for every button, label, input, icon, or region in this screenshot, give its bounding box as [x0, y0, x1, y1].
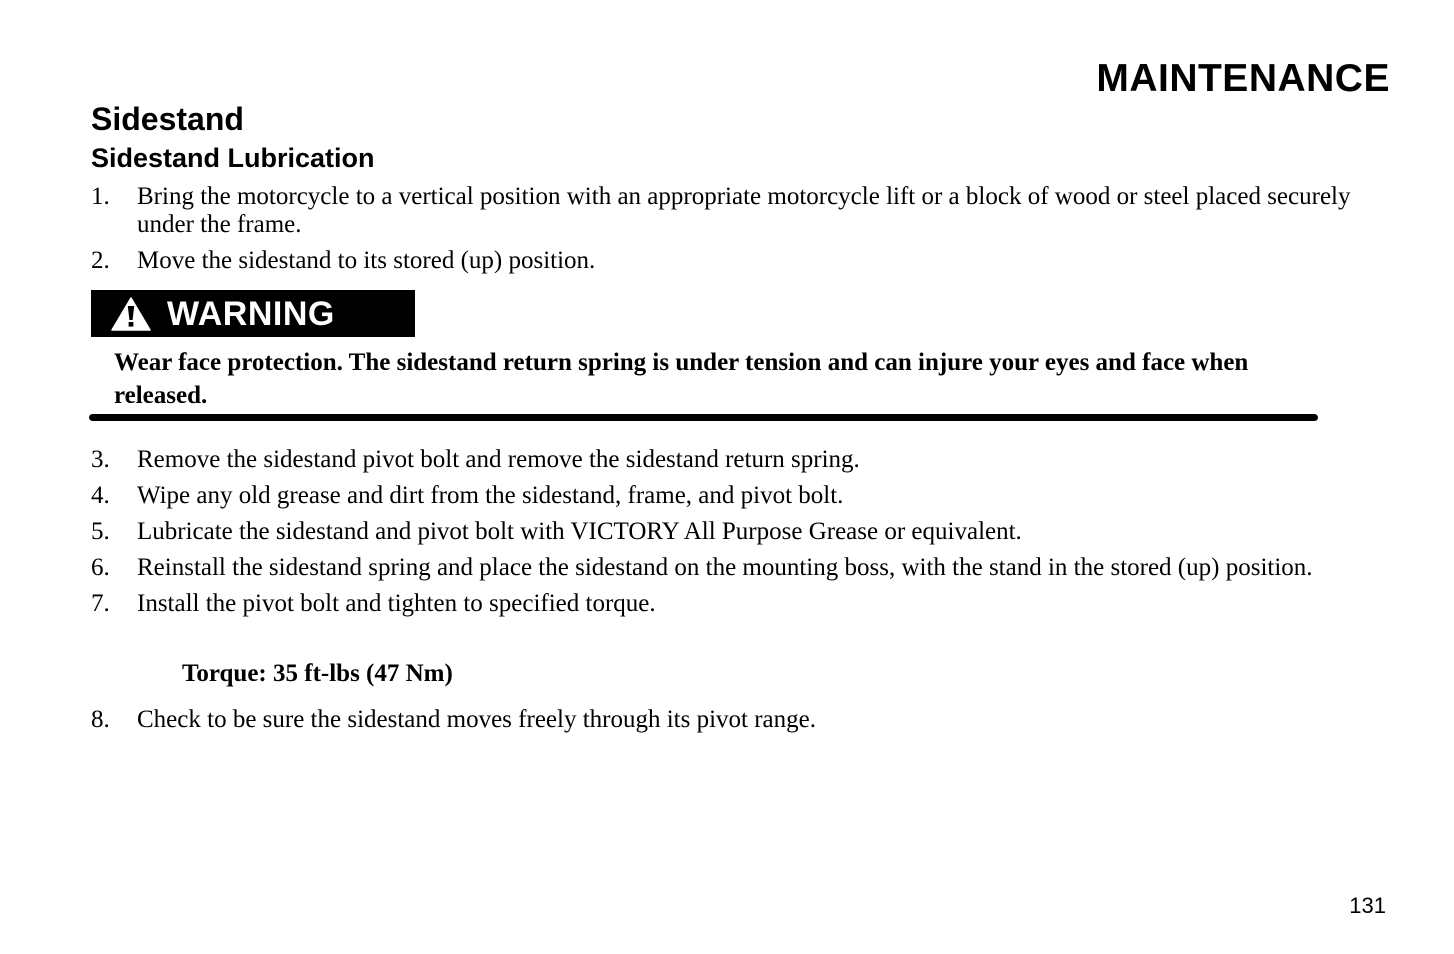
step-item — [91, 590, 1381, 618]
step-item — [91, 482, 1381, 510]
step-text: Bring the motorcycle to a vertical position with an appropriate motorcycle lift or a block of wood or steel placed securely under the frame. — [137, 183, 1351, 238]
subsection-title: Sidestand Lubrication — [91, 143, 375, 173]
section-title: Sidestand — [91, 101, 244, 137]
step-item — [91, 446, 1381, 474]
warning-triangle-icon — [111, 297, 151, 331]
step-item — [91, 247, 1381, 275]
step-item — [91, 518, 1381, 546]
step-text: Install the pivot bolt and tighten to specified torque. — [137, 590, 656, 617]
warning-header — [91, 290, 415, 337]
step-item — [91, 554, 1381, 582]
step-text: Lubricate the sidestand and pivot bolt with VICTORY All Purpose Grease or equivalent. — [137, 518, 1022, 545]
steps-list-after-warning — [91, 446, 1381, 626]
step-item — [91, 183, 1381, 239]
step-number: 6. — [91, 554, 110, 581]
torque-spec: Torque: 35 ft-lbs (47 Nm) — [182, 660, 453, 687]
step-text: Reinstall the sidestand spring and place the sidestand on the mounting boss, with the stand in the stored (up) position. — [137, 554, 1313, 581]
steps-list-before-warning — [91, 183, 1381, 283]
steps-list-final — [91, 706, 1381, 742]
step-number: 2. — [91, 247, 110, 274]
step-text: Remove the sidestand pivot bolt and remove the sidestand return spring. — [137, 446, 860, 473]
step-number: 4. — [91, 482, 110, 509]
step-number: 5. — [91, 518, 110, 545]
warning-label: WARNING — [167, 294, 335, 333]
step-text: Wipe any old grease and dirt from the sidestand, frame, and pivot bolt. — [137, 482, 844, 509]
chapter-title: MAINTENANCE — [1096, 57, 1390, 100]
step-number: 8. — [91, 706, 110, 733]
step-number: 3. — [91, 446, 110, 473]
step-text: Check to be sure the sidestand moves freely through its pivot range. — [137, 706, 817, 733]
step-number: 1. — [91, 183, 110, 210]
step-text: Move the sidestand to its stored (up) position. — [137, 247, 596, 274]
step-item — [91, 706, 1381, 734]
page-number: 131 — [1349, 893, 1386, 918]
step-number: 7. — [91, 590, 110, 617]
warning-text: Wear face protection. The sidestand return spring is under tension and can injure your eyes and face when released. — [114, 349, 1249, 409]
warning-divider — [89, 414, 1318, 421]
